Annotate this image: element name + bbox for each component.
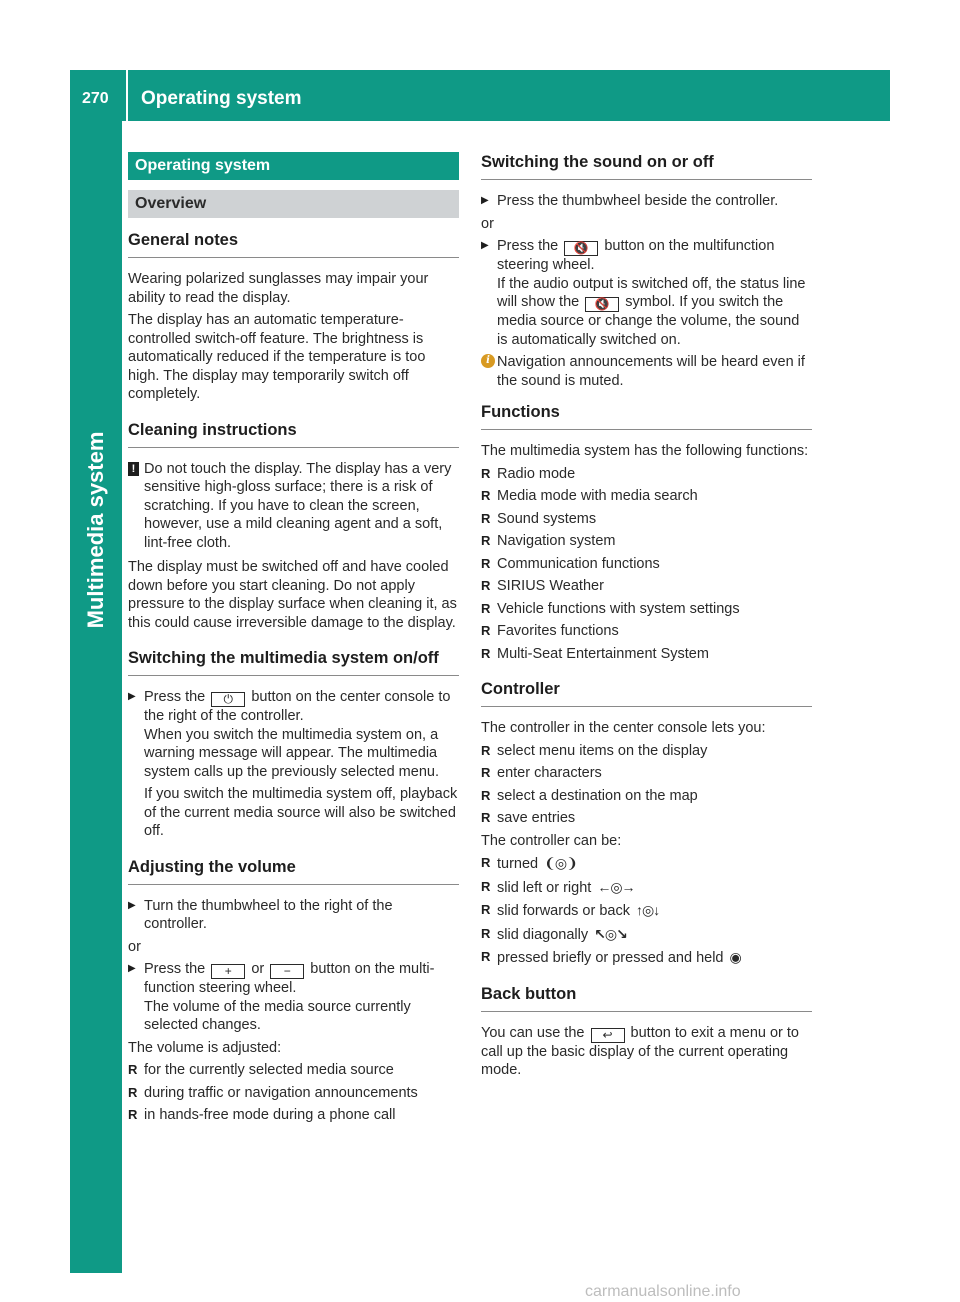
heading-switching-sound: Switching the sound on or off	[481, 152, 812, 180]
list-item: R Radio mode	[481, 465, 812, 484]
step-text: symbol. If you switch the media source or change the volume, the sound is automatically switched on.	[497, 294, 800, 348]
list-item-text: pressed briefly or pressed and held	[497, 950, 724, 966]
list-item: R select menu items on the display	[481, 742, 812, 761]
list-item: R save entries	[481, 809, 812, 828]
list-item: R Vehicle functions with system settings	[481, 600, 812, 619]
list-item	[481, 854, 812, 874]
list-item-text: slid forwards or back	[497, 903, 630, 919]
controller-slide-forward-back-icon: ↑◎↓	[636, 902, 660, 918]
watermark: carmanualsonline.info	[585, 1283, 741, 1300]
controller-slide-left-right-icon: ←◎→	[597, 878, 635, 895]
chapter-side-label: Multimedia system	[83, 431, 108, 629]
controller-slide-diagonal-icon: ↖◎↘	[594, 925, 627, 942]
warning-note	[128, 460, 459, 553]
step-result: The volume of the media source currently selected changes.	[144, 998, 411, 1033]
heading-general-notes: General notes	[128, 230, 459, 258]
step-text: or	[251, 961, 265, 977]
paragraph-text: button to exit a menu or to call up the basic display of the current operating mode.	[481, 1024, 799, 1078]
step-text: Press the	[497, 238, 559, 254]
step-text: Press the	[144, 961, 206, 977]
paragraph-controller: The controller in the center console lets you:	[481, 720, 766, 736]
heading-cleaning-instructions: Cleaning instructions	[128, 420, 459, 448]
paragraph-back-button	[481, 1024, 812, 1080]
step-press-mute	[481, 237, 812, 349]
list-item: R Sound systems	[481, 510, 812, 529]
back-button-icon: ↩	[591, 1028, 625, 1043]
or-text: or	[128, 938, 141, 955]
list-item: R Multi-Seat Entertainment System	[481, 645, 812, 664]
or-text: or	[481, 215, 494, 232]
list-item	[481, 901, 812, 921]
controller-press-icon: ◉	[729, 949, 741, 965]
paragraph-functions: The multimedia system has the following functions:	[481, 443, 809, 459]
heading-switching-system: Switching the multimedia system on/off	[128, 648, 459, 676]
left-column	[128, 152, 459, 1129]
warning-text: Do not touch the display. The display has a very sensitive high-gloss surface; there is a risk of scratching. If you have to clean the screen, however, use a mild cleaning agent and a soft, lint-free cloth.	[144, 460, 452, 551]
info-note	[481, 353, 812, 390]
paragraph-controller-can-be: The controller can be:	[481, 832, 622, 849]
step-text: button on the multifunction steering wheel.	[497, 238, 775, 273]
mute-icon: 🔇	[564, 241, 598, 256]
paragraph-switch-off: If you switch the multimedia system off, playback of the current media source will also be switched off.	[144, 786, 458, 839]
step-press-power	[128, 688, 459, 781]
warning-icon: !	[128, 462, 139, 476]
list-item: R Communication functions	[481, 555, 812, 574]
heading-adjusting-volume: Adjusting the volume	[128, 857, 459, 885]
list-item: R Navigation system	[481, 532, 812, 551]
list-item	[481, 948, 812, 968]
list-item-text: slid diagonally	[497, 926, 589, 943]
right-column	[481, 152, 812, 1084]
heading-functions: Functions	[481, 402, 812, 430]
step-press-thumbwheel: ▶ Press the thumbwheel beside the controller.	[481, 192, 812, 211]
header-divider	[126, 70, 128, 121]
list-item-text: turned	[497, 856, 539, 872]
list-item: R Favorites functions	[481, 622, 812, 641]
list-item: R in hands-free mode during a phone call	[128, 1106, 459, 1125]
step-text: button on the multi-function steering wheel.	[144, 961, 435, 996]
page-title: Operating system	[141, 88, 302, 109]
page-number: 270	[82, 90, 109, 107]
controller-turn-icon: ❨◎❩	[544, 855, 577, 871]
info-text: Navigation announcements will be heard even if the sound is muted.	[497, 354, 805, 389]
paragraph-temperature: The display has an automatic temperature-controlled switch-off feature. The brightness is automatically reduced if the temperature is too high. The display may temporarily switch off completely.	[128, 312, 426, 402]
paragraph-text: You can use the	[481, 1024, 585, 1041]
list-item: R enter characters	[481, 764, 812, 783]
subsection-title-overview: Overview	[128, 190, 459, 218]
list-item	[481, 925, 812, 945]
step-text: button on the center console to the right of the controller.	[144, 689, 451, 724]
step-turn-thumbwheel: ▶ Turn the thumbwheel to the right of the controller.	[128, 897, 459, 934]
step-result	[497, 275, 812, 350]
power-button-icon: ⏻	[211, 692, 245, 707]
paragraph-volume-adjusted: The volume is adjusted:	[128, 1039, 282, 1056]
plus-icon: +	[211, 964, 245, 979]
list-item: R Media mode with media search	[481, 487, 812, 506]
list-item: R SIRIUS Weather	[481, 577, 812, 596]
list-item-text: slid left or right	[497, 879, 592, 896]
paragraph-cleaning: The display must be switched off and have cooled down before you start cleaning. Do not apply pressure to the display surface when cleaning it, as this could cause irreversible damage to the display.	[128, 559, 457, 631]
step-text: Press the	[144, 689, 206, 705]
step-press-plus-minus	[128, 960, 459, 1035]
heading-back-button: Back button	[481, 984, 812, 1012]
list-item	[481, 878, 812, 898]
chapter-side-tab	[70, 121, 122, 1273]
heading-controller: Controller	[481, 679, 812, 707]
info-icon: i	[481, 354, 495, 368]
paragraph-sunglasses: Wearing polarized sunglasses may impair your ability to read the display.	[128, 271, 429, 306]
list-item: R select a destination on the map	[481, 787, 812, 806]
section-title-operating-system: Operating system	[128, 152, 459, 180]
list-item: R during traffic or navigation announcements	[128, 1084, 459, 1103]
step-result: When you switch the multimedia system on, a warning message will appear. The multimedia system calls up the previously selected menu.	[144, 726, 439, 780]
minus-icon: −	[270, 964, 304, 979]
mute-symbol-icon: 🔇	[585, 297, 619, 312]
list-item: R for the currently selected media source	[128, 1061, 459, 1080]
step-text: If the audio output is switched off, the status line will show the	[497, 275, 806, 310]
